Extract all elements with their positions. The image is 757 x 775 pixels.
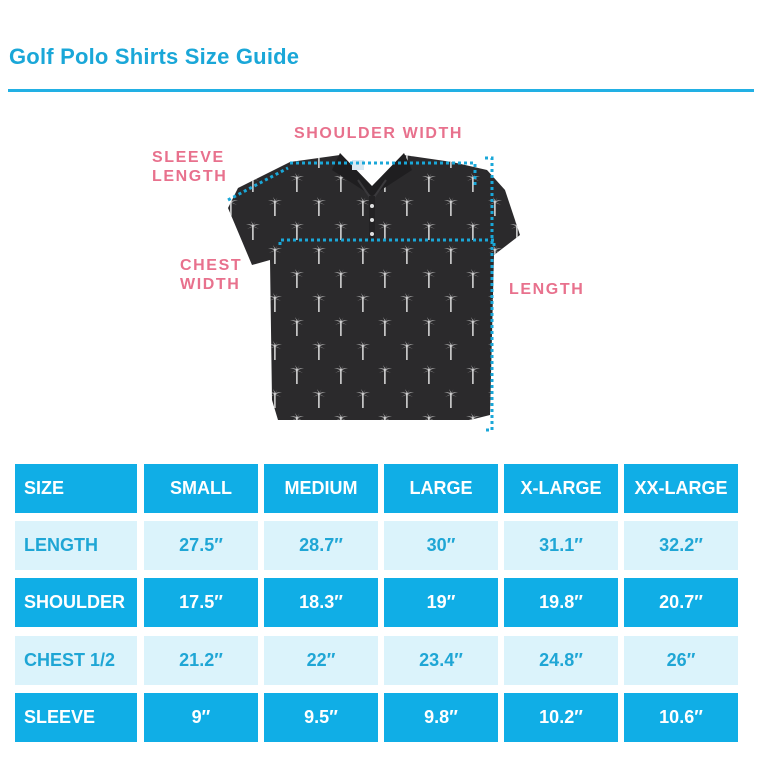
table-header-small: SMALL — [144, 464, 258, 513]
table-cell: 30″ — [384, 521, 498, 570]
table-row-label: SHOULDER — [15, 578, 137, 627]
table-cell: 20.7″ — [624, 578, 738, 627]
table-cell: 23.4″ — [384, 636, 498, 685]
table-row-label: CHEST 1/2 — [15, 636, 137, 685]
table-header-medium: MEDIUM — [264, 464, 378, 513]
shirt-diagram — [0, 100, 757, 440]
table-cell: 17.5″ — [144, 578, 258, 627]
table-cell: 31.1″ — [504, 521, 618, 570]
table-cell: 9″ — [144, 693, 258, 742]
chest-width-label-line1: CHEST — [180, 257, 243, 274]
table-cell: 26″ — [624, 636, 738, 685]
table-cell: 28.7″ — [264, 521, 378, 570]
table-row-label: SLEEVE — [15, 693, 137, 742]
table-header-xx-large: XX-LARGE — [624, 464, 738, 513]
table-cell: 9.8″ — [384, 693, 498, 742]
table-cell: 24.8″ — [504, 636, 618, 685]
sleeve-length-label-line1: SLEEVE — [152, 149, 225, 166]
table-cell: 21.2″ — [144, 636, 258, 685]
page-title: Golf Polo Shirts Size Guide — [9, 44, 300, 69]
table-header-x-large: X-LARGE — [504, 464, 618, 513]
table-cell: 9.5″ — [264, 693, 378, 742]
title-divider — [8, 89, 754, 92]
shoulder-width-label: SHOULDER WIDTH — [294, 125, 464, 142]
sleeve-length-label-line2: LENGTH — [152, 168, 228, 185]
table-cell: 18.3″ — [264, 578, 378, 627]
length-label: LENGTH — [509, 281, 585, 298]
table-cell: 10.2″ — [504, 693, 618, 742]
table-cell: 32.2″ — [624, 521, 738, 570]
table-header-size: SIZE — [15, 464, 137, 513]
polo-shirt-illustration — [0, 100, 757, 440]
chest-width-label-line2: WIDTH — [180, 276, 241, 293]
table-cell: 19.8″ — [504, 578, 618, 627]
table-cell: 22″ — [264, 636, 378, 685]
table-row-label: LENGTH — [15, 521, 137, 570]
table-cell: 10.6″ — [624, 693, 738, 742]
table-header-large: LARGE — [384, 464, 498, 513]
table-cell: 19″ — [384, 578, 498, 627]
table-cell: 27.5″ — [144, 521, 258, 570]
